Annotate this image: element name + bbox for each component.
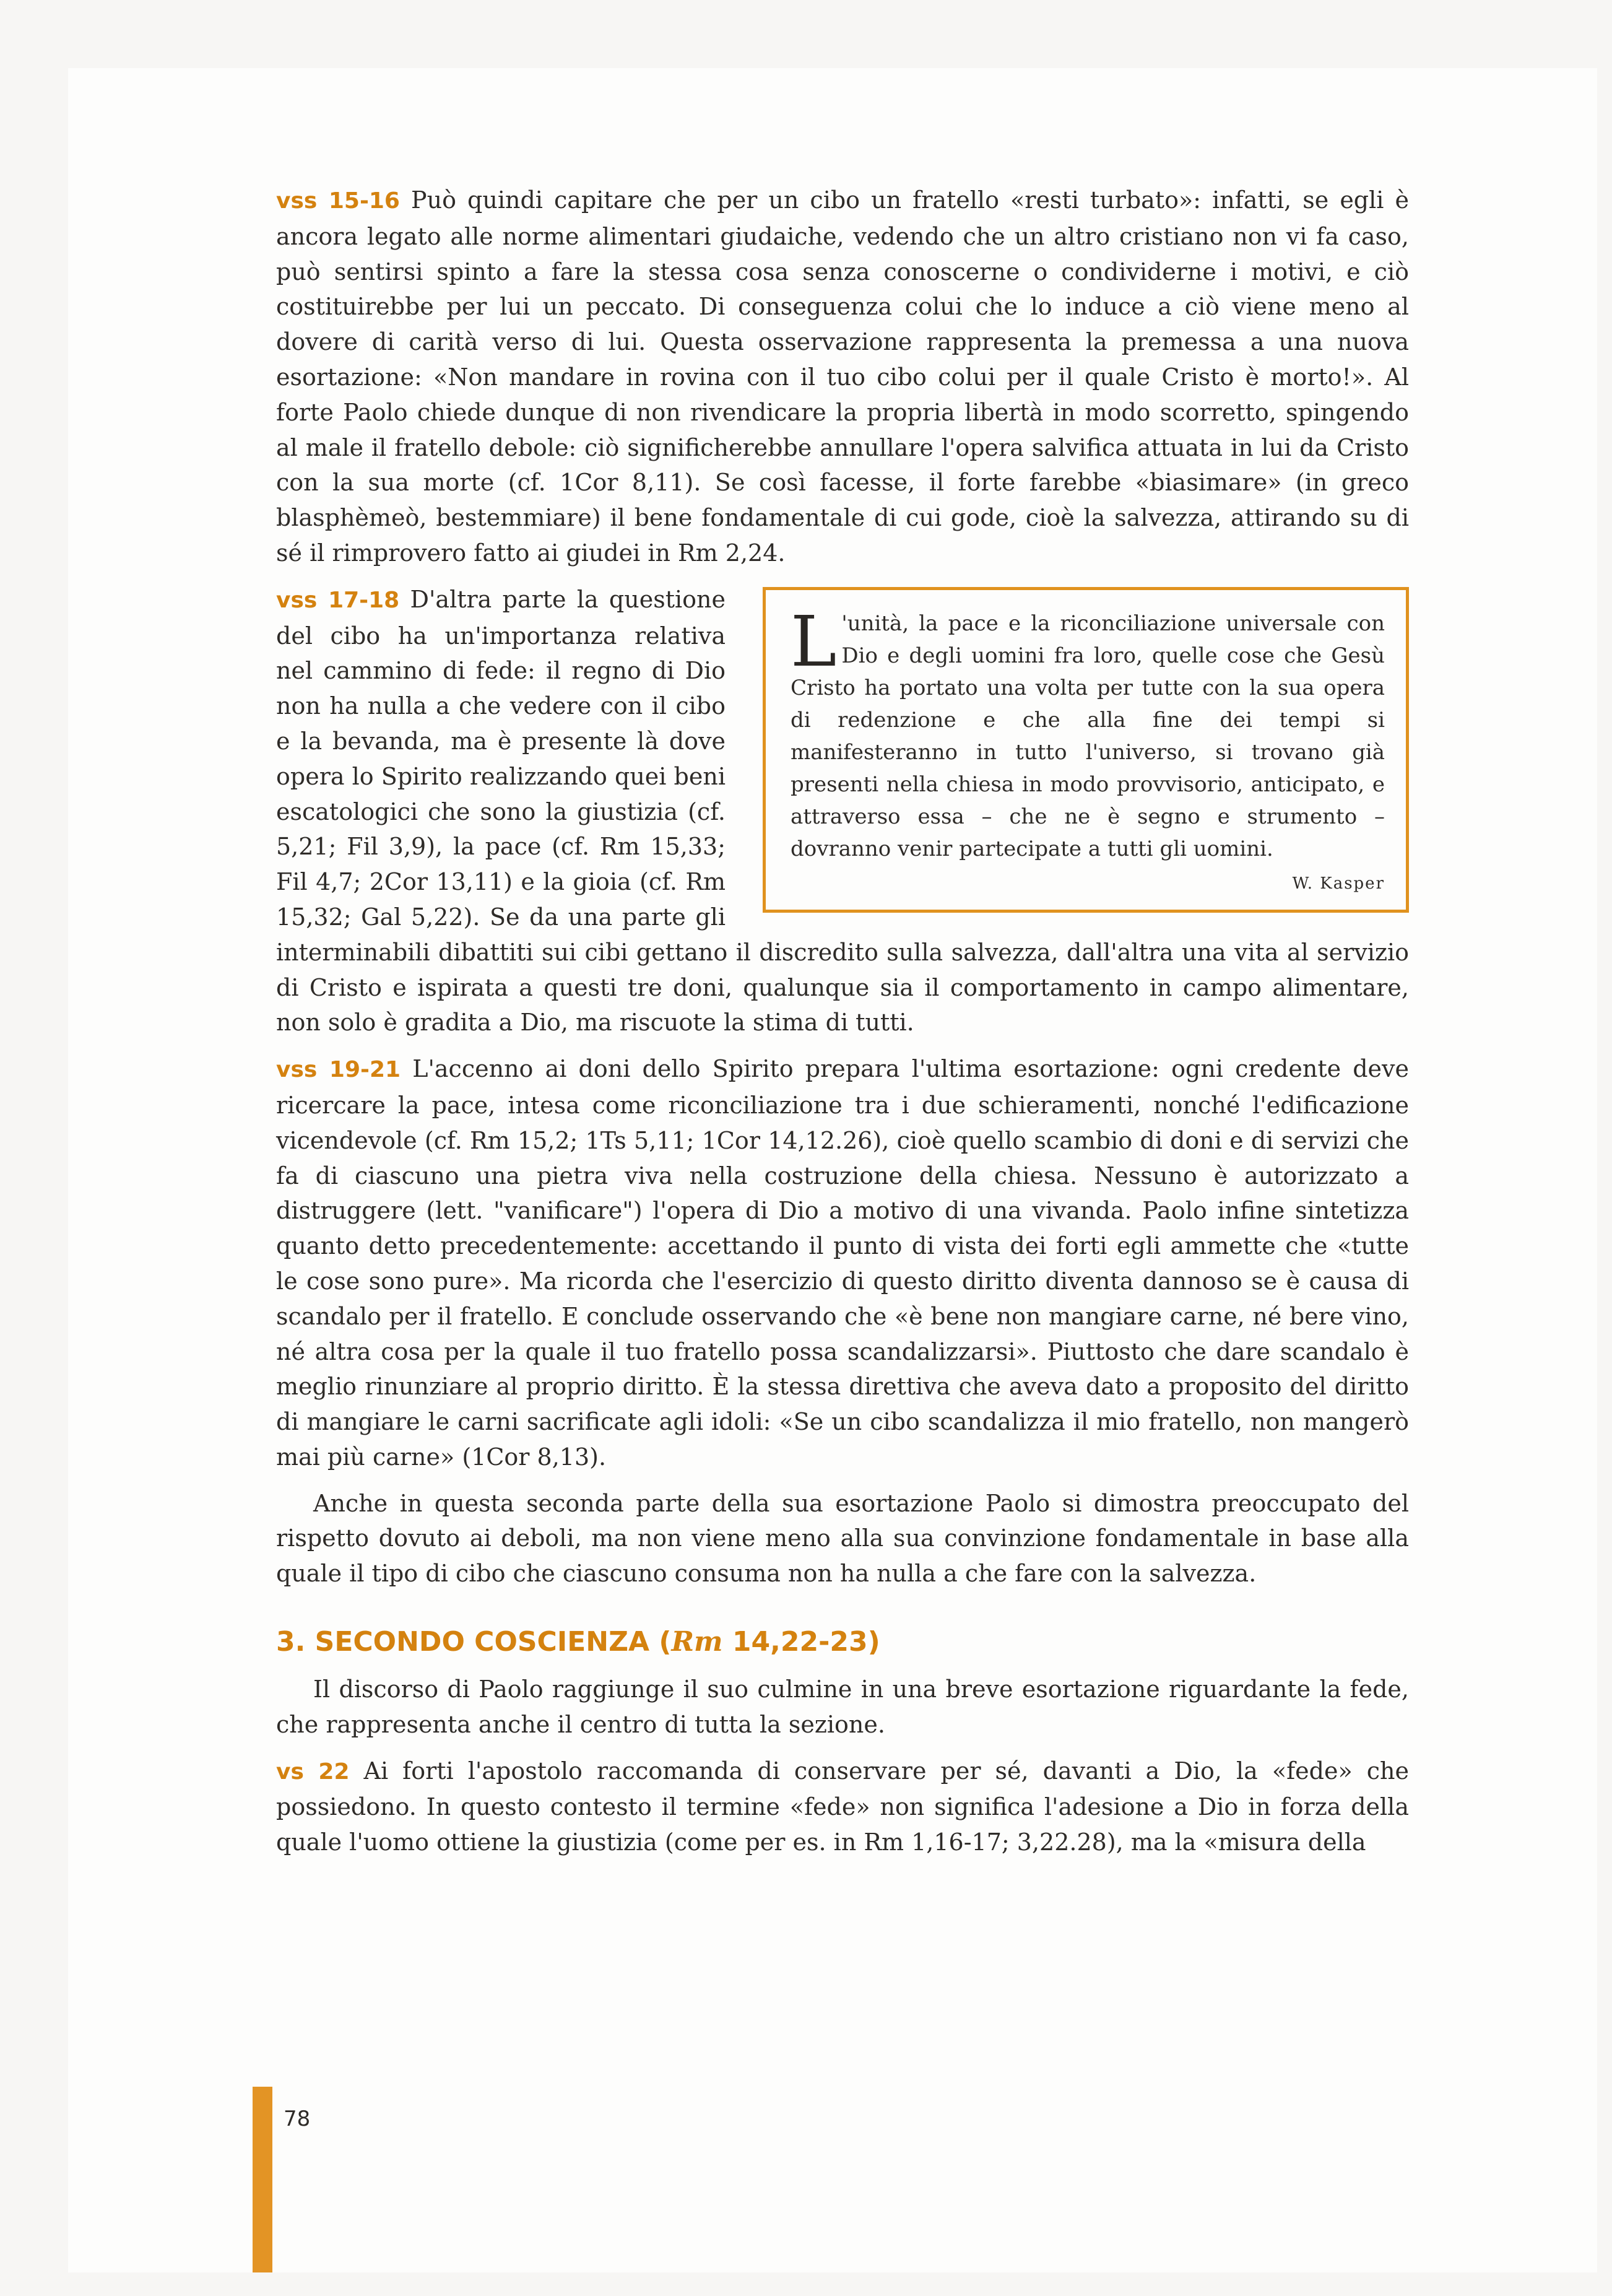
paragraph-body: D'altra parte la questione del cibo ha un'importanza relativa nel cammino di fede: il regno di Dio non ha nulla a che vedere con il cibo e la bevanda, ma è presente là dove opera lo Spirito realizzando quei beni escatologici che sono la giustizia (cf. 5,21; Fil 3,9), la pace (cf. Rm 15,33; Fil 4,7; 2Cor 13,11) e la gioia (cf. Rm 15,32; Gal 5,22). Se da una parte gli interminabili dibattiti sui cibi gettano il discredito sulla salvezza, dall'altra una vita al servizio di Cristo e ispirata a questi tre doni, qualunque sia il comportamento in campo alimentare, non solo è gradita a Dio, ma riscuote la stima di tutti. — [276, 585, 1409, 1037]
paragraph-vs-22 — [276, 1754, 1409, 1860]
verse-ref: vs 22 — [276, 1759, 350, 1785]
paragraph-vss-19-21 — [276, 1051, 1409, 1475]
page-number-bar — [253, 2087, 272, 2272]
paragraph-body: Può quindi capitare che per un cibo un fratello «resti turbato»: infatti, se egli è ancora legato alle norme alimentari giudaiche, vedendo che un altro cristiano non vi fa caso, può sentirsi spinto a fare la stessa cosa senza conoscerne o condividerne i motivi, e ciò costituirebbe per lui un peccato. Di conseguenza colui che lo induce a ciò viene meno al dovere di carità verso di lui. Questa osservazione rappresenta la premessa a una nuova esortazione: «Non mandare in rovina con il tuo cibo colui per il quale Cristo è morto!». Al forte Paolo chiede dunque di non rivendicare la propria libertà in modo scorretto, spingendo al male il fratello debole: ciò significherebbe annullare l'opera salvifica attuata in lui da Cristo con la sua morte (cf. 1Cor 8,11). Se così facesse, il forte farebbe «biasimare» (in greco blasphèmeò, bestemmiare) il bene fondamentale di cui gode, cioè la salvezza, attirando su di sé il rimprovero fatto ai giudei in Rm 2,24. — [276, 186, 1409, 567]
verse-ref: vss 17-18 — [276, 587, 400, 613]
page-number: 78 — [284, 2107, 311, 2131]
section-heading — [276, 1624, 1409, 1661]
paragraph-section-intro — [276, 1672, 1409, 1742]
verse-ref: vss 19-21 — [276, 1057, 401, 1083]
paragraph-body: L'accenno ai doni dello Spirito prepara l'ultima esortazione: ogni credente deve ricercare la pace, intesa come riconciliazione tra i due schieramenti, nonché l'edificazione vicendevole (cf. Rm 15,2; 1Ts 5,11; 1Cor 14,12.26), cioè quello scambio di doni e di servizi che fa di ciascuno una pietra viva nella costruzione della chiesa. Nessuno è autorizzato a distruggere (lett. "vanificare") l'opera di Dio a motivo di una vivanda. Paolo infine sintetizza quanto detto precedentemente: accettando il punto di vista dei forti egli ammette che «tutte le cose sono pure». Ma ricorda che l'esercizio di questo diritto diventa dannoso se è causa di scandalo per il fratello. E conclude osservando che «è bene non mangiare carne, né bere vino, né altra cosa per la quale il tuo fratello possa scandalizzarsi». Piuttosto che dare scandalo è meglio rinunziare al proprio diritto. È la stessa direttiva che aveva dato a proposito del diritto di mangiare le carni sacrificate agli idoli: «Se un cibo scandalizza il mio fratello, non mangerò mai più carne» (1Cor 8,13). — [276, 1055, 1409, 1471]
paragraph-body: Anche in questa seconda parte della sua esortazione Paolo si dimostra preoccupato del rispetto dovuto ai deboli, ma non viene meno alla sua convinzione fondamentale in base alla quale il tipo di cibo che ciascuno consuma non ha nulla a che fare con la salvezza. — [276, 1489, 1409, 1588]
main-text-column — [276, 183, 1409, 1871]
paragraph-body: Ai forti l'apostolo raccomanda di conservare per sé, davanti a Dio, la «fede» che possiedono. In questo contesto il termine «fede» non significa l'adesione a Dio in forza della quale l'uomo ottiene la giustizia (come per es. in Rm 1,16-17; 3,22.28), ma la «misura della — [276, 1757, 1409, 1856]
verse-ref: vss 15-16 — [276, 188, 400, 214]
section-ref: Rm — [671, 1626, 723, 1658]
quote-text: 'unità, la pace e la riconciliazione universale con Dio e degli uomini fra loro, quelle cose che Gesù Cristo ha portato una volta per tutte con la sua opera di redenzione e che alla fine dei tempi si manifesteranno in tutto l'universo, si trovano già presenti nella chiesa in modo provvisorio, anticipato, e attraverso essa – che ne è segno e strumento – dovranno venir partecipate a tutti gli uomini. — [791, 611, 1385, 861]
drop-cap: L — [791, 601, 837, 682]
quote-author: W. Kasper — [1292, 874, 1385, 893]
paragraph-vss-15-16 — [276, 183, 1409, 571]
section-ref-tail: 14,22-23) — [722, 1626, 880, 1658]
paragraph-body: Il discorso di Paolo raggiunge il suo culmine in una breve esortazione riguardante la fede, che rappresenta anche il centro di tutta la sezione. — [276, 1676, 1409, 1738]
section-title: 3. SECONDO COSCIENZA ( — [276, 1626, 672, 1658]
paragraph-conclusion — [276, 1486, 1409, 1591]
sidebar-quote — [763, 587, 1409, 913]
